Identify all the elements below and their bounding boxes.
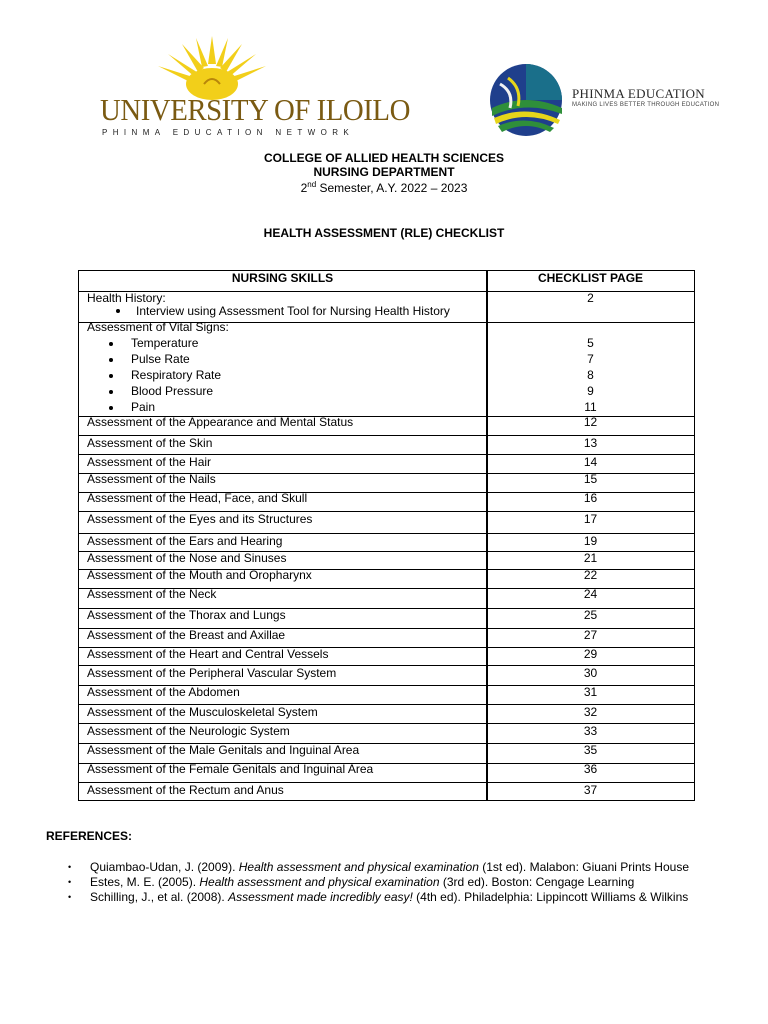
bullet-icon xyxy=(109,390,113,394)
table-row xyxy=(79,454,694,473)
bullet-icon xyxy=(109,374,113,378)
table-row xyxy=(79,743,694,763)
table-row xyxy=(79,569,694,588)
skill-cell: Assessment of the Rectum and Anus xyxy=(87,783,284,797)
semester-suffix: nd xyxy=(307,180,317,189)
page-cell: 29 xyxy=(583,647,598,661)
department-heading: NURSING DEPARTMENT xyxy=(313,165,455,179)
checklist-title: HEALTH ASSESSMENT (RLE) CHECKLIST xyxy=(263,226,505,240)
semester-line xyxy=(0,180,768,195)
page-cell: 33 xyxy=(583,724,598,738)
reference-title: Health assessment and physical examination xyxy=(199,875,440,889)
phinma-name: PHINMA EDUCATION xyxy=(572,86,705,101)
page-cell: 12 xyxy=(583,415,598,429)
table-row xyxy=(79,551,694,569)
university-logo xyxy=(100,34,410,144)
skill-cell: Assessment of the Neck xyxy=(87,587,217,601)
bullet-icon xyxy=(109,406,113,410)
reference-item xyxy=(90,890,688,904)
page-cell: 35 xyxy=(583,743,598,757)
skill-cell: Assessment of the Abdomen xyxy=(87,685,240,699)
skill-cell: Assessment of the Head, Face, and Skull xyxy=(87,491,308,505)
semester-rest: Semester, A.Y. 2022 – 2023 xyxy=(316,181,468,195)
skill-cell: Assessment of the Thorax and Lungs xyxy=(87,608,286,622)
reference-publisher: (1st ed). Malabon: Giuani Prints House xyxy=(478,860,689,874)
page-cell: 30 xyxy=(583,666,598,680)
table-row xyxy=(79,763,694,782)
skill-cell: Assessment of the Neurologic System xyxy=(87,724,290,738)
page-cell: 19 xyxy=(583,534,598,548)
vital-sign-page: 5 xyxy=(587,336,594,350)
references-title: REFERENCES: xyxy=(46,829,133,843)
page-cell: 15 xyxy=(583,472,598,486)
page-cell: 17 xyxy=(583,512,598,526)
table-row-vital-signs xyxy=(79,322,694,416)
vital-sign-item: Blood Pressure xyxy=(131,384,214,398)
skill-cell: Assessment of the Ears and Hearing xyxy=(87,534,283,548)
reference-title: Health assessment and physical examination xyxy=(238,860,479,874)
page-cell: 22 xyxy=(583,568,598,582)
phinma-logo xyxy=(488,62,718,142)
skill-cell: Assessment of the Peripheral Vascular System xyxy=(87,666,337,680)
bullet-icon: • xyxy=(68,877,72,887)
reference-author: Estes, M. E. (2005). xyxy=(90,875,200,889)
page-cell: 27 xyxy=(583,628,598,642)
vital-sign-item: Respiratory Rate xyxy=(131,368,222,382)
table-row-health-history xyxy=(79,291,694,322)
vital-sign-page: 9 xyxy=(587,384,594,398)
reference-item xyxy=(90,860,689,874)
skill-cell: Assessment of the Eyes and its Structures xyxy=(87,512,313,526)
table-row xyxy=(79,704,694,723)
university-subtitle: PHINMA EDUCATION NETWORK xyxy=(102,128,355,137)
vital-signs-label: Assessment of Vital Signs: xyxy=(87,320,229,334)
health-history-item: Interview using Assessment Tool for Nursing Health History xyxy=(136,304,450,318)
page-cell: 37 xyxy=(583,783,598,797)
skill-cell: Assessment of the Heart and Central Vessels xyxy=(87,647,329,661)
page-cell: 25 xyxy=(583,608,598,622)
bullet-icon xyxy=(109,342,113,346)
university-name: UNIVERSITY OF ILOILO xyxy=(100,92,410,127)
bullet-icon xyxy=(116,309,120,313)
vital-sign-item: Temperature xyxy=(131,336,199,350)
phinma-tagline: MAKING LIVES BETTER THROUGH EDUCATION xyxy=(572,102,720,108)
skill-cell: Assessment of the Appearance and Mental Status xyxy=(87,415,354,429)
table-row xyxy=(79,723,694,743)
bullet-icon: • xyxy=(68,892,72,902)
vital-sign-page: 7 xyxy=(587,352,594,366)
reference-author: Schilling, J., et al. (2008). xyxy=(90,890,229,904)
page-cell: 16 xyxy=(583,491,598,505)
college-heading: COLLEGE OF ALLIED HEALTH SCIENCES xyxy=(263,151,504,165)
page-cell: 31 xyxy=(583,685,598,699)
sun-logo-icon xyxy=(152,34,272,100)
semester-number: 2 xyxy=(300,181,308,195)
skill-cell: Assessment of the Male Genitals and Inguinal Area xyxy=(87,743,360,757)
table-row xyxy=(79,511,694,533)
table-row xyxy=(79,685,694,704)
table-row xyxy=(79,435,694,454)
skill-cell: Assessment of the Musculoskeletal System xyxy=(87,705,318,719)
vital-sign-page: 8 xyxy=(587,368,594,382)
skill-cell: Assessment of the Nails xyxy=(87,472,216,486)
table-row xyxy=(79,533,694,551)
table-row xyxy=(79,416,694,435)
table-row xyxy=(79,492,694,511)
phinma-globe-icon xyxy=(488,62,568,140)
table-row xyxy=(79,473,694,492)
skill-cell: Assessment of the Nose and Sinuses xyxy=(87,551,287,565)
skill-cell: Assessment of the Breast and Axillae xyxy=(87,628,286,642)
checklist-table xyxy=(78,270,695,801)
page-cell: 36 xyxy=(583,762,598,776)
reference-title: Assessment made incredibly easy! xyxy=(228,890,413,904)
reference-publisher: (4th ed). Philadelphia: Lippincott Williams & Wilkins xyxy=(412,890,689,904)
table-row xyxy=(79,647,694,665)
table-row xyxy=(79,628,694,647)
page-cell: 21 xyxy=(583,551,598,565)
page-cell: 14 xyxy=(583,455,598,469)
health-history-page: 2 xyxy=(587,291,594,305)
skill-cell: Assessment of the Skin xyxy=(87,436,213,450)
reference-publisher: (3rd ed). Boston: Cengage Learning xyxy=(439,875,635,889)
table-row xyxy=(79,782,694,801)
skill-cell: Assessment of the Mouth and Oropharynx xyxy=(87,568,312,582)
health-history-label: Health History: xyxy=(87,291,166,305)
col-header-skills: NURSING SKILLS xyxy=(231,271,334,285)
vital-sign-page: 11 xyxy=(584,400,597,414)
table-row xyxy=(79,608,694,628)
skill-cell: Assessment of the Hair xyxy=(87,455,212,469)
vital-sign-item: Pulse Rate xyxy=(131,352,190,366)
skill-cell: Assessment of the Female Genitals and Inguinal Area xyxy=(87,762,374,776)
bullet-icon xyxy=(109,358,113,362)
table-row xyxy=(79,665,694,685)
reference-item xyxy=(90,875,634,889)
vital-sign-item: Pain xyxy=(131,400,156,414)
page-cell: 24 xyxy=(583,587,598,601)
reference-author: Quiambao-Udan, J. (2009). xyxy=(90,860,239,874)
col-header-page: CHECKLIST PAGE xyxy=(537,271,644,285)
bullet-icon: • xyxy=(68,862,72,872)
page-cell: 32 xyxy=(583,705,598,719)
page-cell: 13 xyxy=(583,436,598,450)
table-row xyxy=(79,588,694,608)
